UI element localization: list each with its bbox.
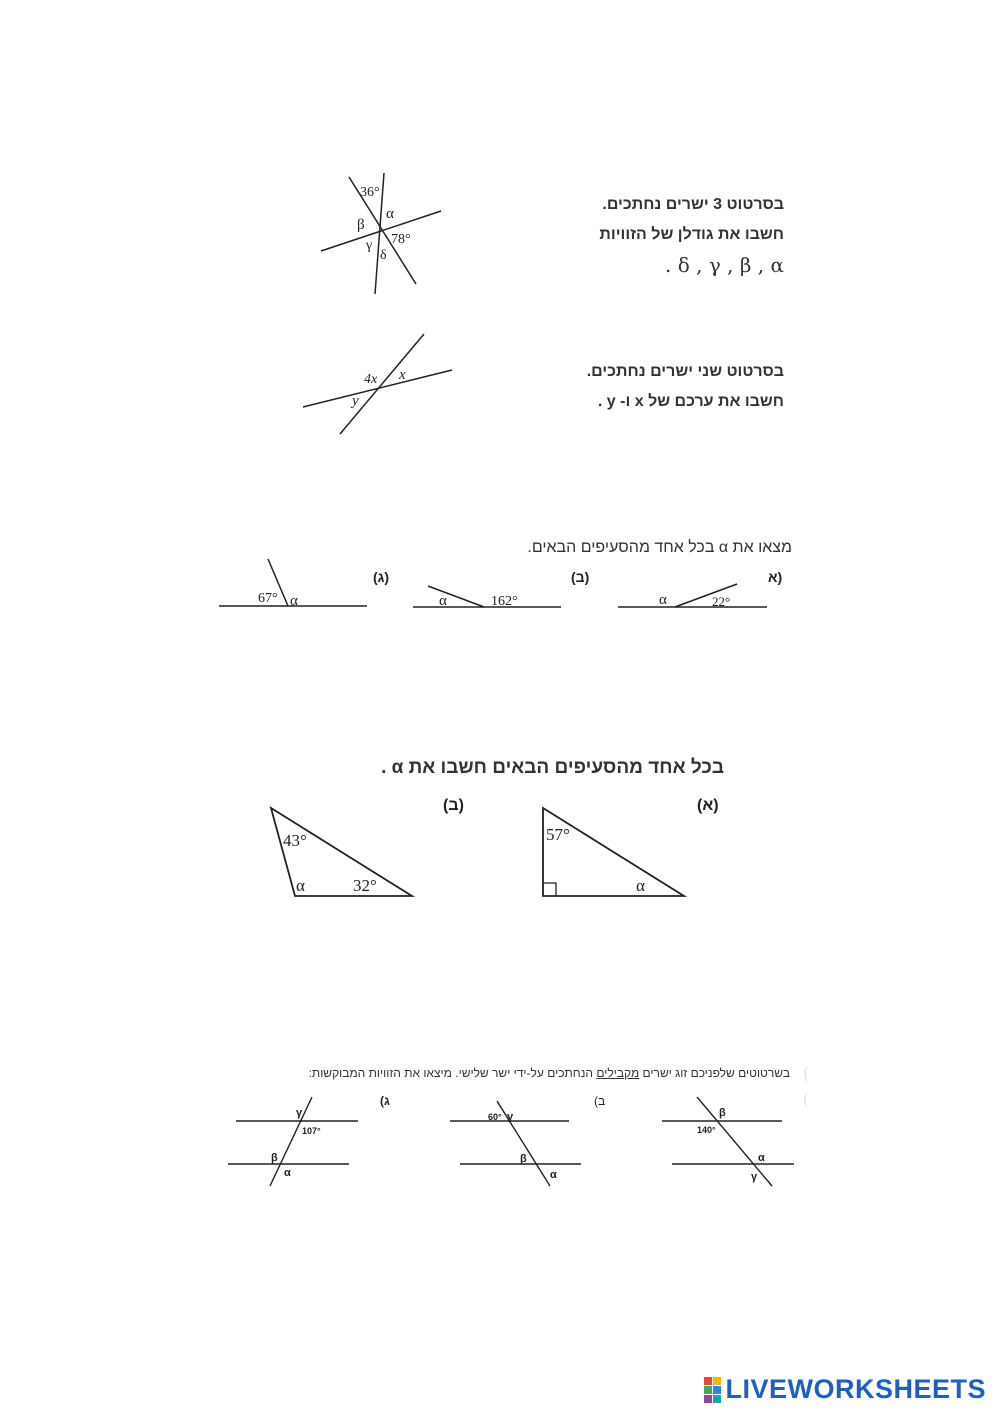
q3-figure-c (219, 555, 369, 610)
q3-label-c: (ג) (373, 569, 390, 585)
q3a-angle: 22° (712, 594, 731, 609)
q5b-alpha: α (550, 1169, 557, 1181)
q4b-angle: 43° (283, 831, 307, 850)
question-4-text: בכל אחד מהסעיפים הבאים חשבו את α . (381, 757, 724, 778)
q1-line-3: . δ , γ , β , α (665, 253, 784, 277)
q2-x: x (399, 367, 406, 383)
q4a-angle: 57° (546, 825, 570, 844)
q5b-beta: β (520, 1153, 527, 1165)
q5-figure-a (660, 1092, 800, 1192)
q5b-angle: 60° (488, 1112, 502, 1122)
q5-label-c: ג) (380, 1094, 390, 1108)
q5c-alpha: α (284, 1167, 291, 1179)
q1-alpha: α (386, 206, 394, 222)
q5c-beta: β (271, 1152, 278, 1164)
logo-mark-icon (704, 1377, 721, 1403)
q5c-angle: 107° (302, 1126, 321, 1136)
q4a-alpha: α (636, 876, 645, 895)
q5a-beta: β (719, 1107, 726, 1119)
faint-mark-2 (804, 1092, 812, 1108)
q3c-alpha: α (290, 593, 298, 609)
q5a-gamma: γ (751, 1171, 758, 1183)
q3-figure-b (413, 580, 563, 612)
q1-angle-36: 36° (360, 185, 380, 200)
q3-figure-a (618, 578, 768, 612)
q5c-gamma: γ (296, 1107, 303, 1119)
q3b-angle: 162° (491, 594, 518, 609)
q3-label-b: (ב) (571, 569, 590, 585)
q1-gamma: γ (366, 238, 373, 253)
q5-figure-b (448, 1096, 588, 1192)
q2-line-1: בסרטוט שני ישרים נחתכים. (586, 363, 784, 380)
q4b-alpha: α (296, 876, 305, 895)
q1-figure (300, 170, 460, 300)
q5b-gamma: γ (507, 1111, 514, 1123)
liveworksheets-logo (704, 1374, 986, 1405)
q1-beta: β (357, 217, 365, 233)
faint-mark-1 (804, 1066, 812, 1082)
question-2-text (587, 357, 784, 417)
question-3-text: מצאו את α בכל אחד מהסעיפים הבאים. (527, 539, 792, 556)
q2-y: y (352, 393, 359, 409)
q1-angle-78: 78° (391, 232, 411, 247)
q5a-angle: 140° (697, 1125, 716, 1135)
q5-label-b: ב) (594, 1094, 606, 1108)
q2-line-2: חשבו את ערכם של x ו- y . (597, 393, 784, 410)
q4-figure-b (268, 805, 418, 900)
q4-figure-a (540, 805, 690, 900)
q5-text-start: בשרטוטים שלפניכם זוג ישרים (639, 1066, 790, 1080)
q3a-alpha: α (659, 592, 667, 608)
q4-label-b: (ב) (443, 797, 464, 814)
q5-parallel-word: מקבילים (596, 1066, 640, 1080)
q3-label-a: (א (768, 569, 783, 585)
question-5-text (309, 1066, 790, 1080)
q4-label-a: (א) (697, 797, 719, 814)
q3c-angle: 67° (258, 591, 278, 606)
q5-text-end: הנחתכים על-ידי ישר שלישי. מיצאו את הזוויות המבוקשות: (308, 1066, 597, 1080)
q5-figure-c (226, 1092, 366, 1192)
question-1-text (599, 190, 784, 280)
q2-four-x: 4x (364, 372, 378, 387)
q3b-alpha: α (439, 593, 447, 609)
q4b-right-angle: 32° (353, 876, 377, 895)
q1-delta: δ (380, 248, 387, 263)
q1-line-2: חשבו את גודלן של הזוויות (599, 226, 784, 243)
logo-text: LIVEWORKSHEETS (725, 1374, 986, 1404)
q1-line-1: בסרטוט 3 ישרים נחתכים. (602, 196, 784, 213)
q2-figure (300, 330, 460, 440)
q5a-alpha: α (758, 1152, 765, 1164)
